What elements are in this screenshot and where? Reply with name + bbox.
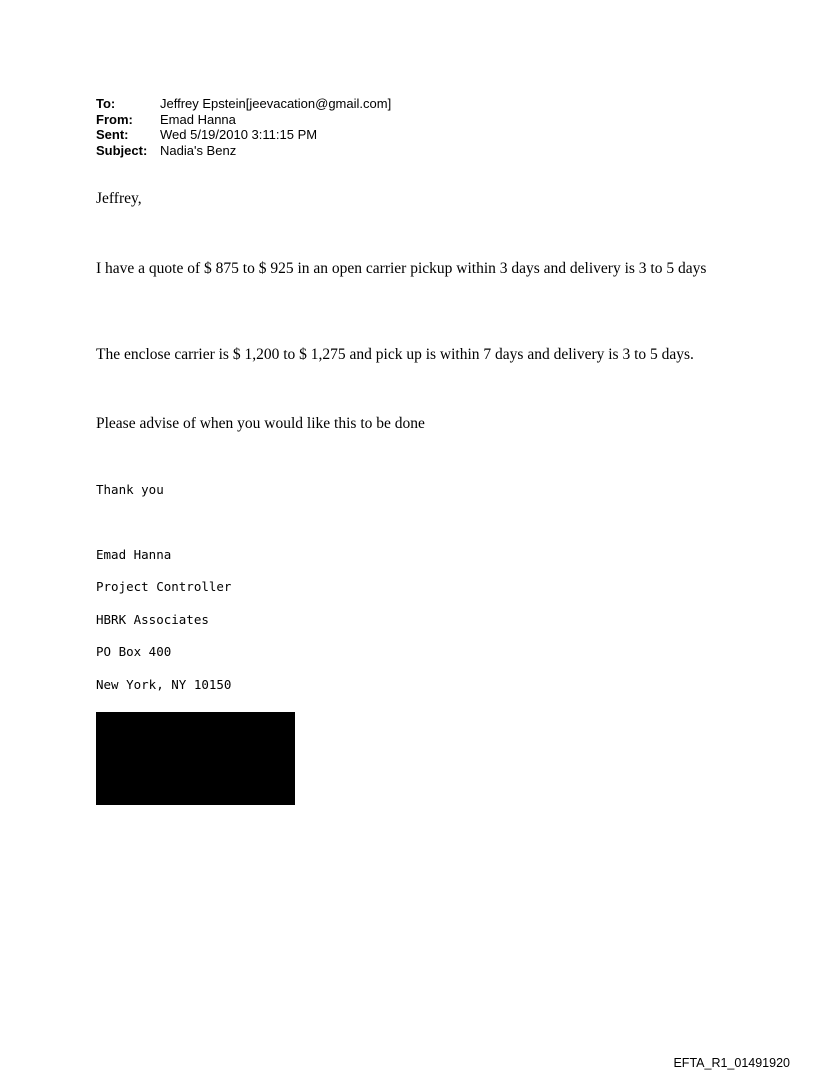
sent-label: Sent: [96,127,129,142]
body-paragraph-quote: I have a quote of $ 875 to $ 925 in an open carrier pickup within 3 days and delivery is 3 to 5 days [96,260,707,277]
to-value: Jeffrey Epstein[jeevacation@gmail.com] [160,96,392,111]
email-header [96,96,391,158]
redaction-block [96,712,295,805]
signature-address-line1: PO Box 400 [96,644,172,659]
greeting: Jeffrey, [96,190,142,207]
sent-row [96,127,391,143]
from-label: From: [96,111,133,127]
to-row [96,96,391,112]
subject-label: Subject: [96,142,148,158]
sent-value: Wed 5/19/2010 3:11:15 PM [160,127,318,142]
to-label: To: [96,96,116,111]
signature-title: Project Controller [96,579,232,594]
document-id: EFTA_R1_01491920 [673,1056,790,1070]
signature-company: HBRK Associates [96,612,209,627]
from-row [96,112,391,128]
body-paragraph-enclosed-carrier: The enclose carrier is $ 1,200 to $ 1,275 and pick up is within 7 days and delivery is 3 to 5 days. [96,346,694,363]
subject-value: Nadia's Benz [160,142,237,158]
closing: Thank you [96,482,164,497]
subject-row [96,143,391,159]
signature-address-line2: New York, NY 10150 [96,677,232,692]
from-value: Emad Hanna [160,111,236,127]
signature-name: Emad Hanna [96,547,172,562]
body-paragraph-advise: Please advise of when you would like this to be done [96,415,425,432]
